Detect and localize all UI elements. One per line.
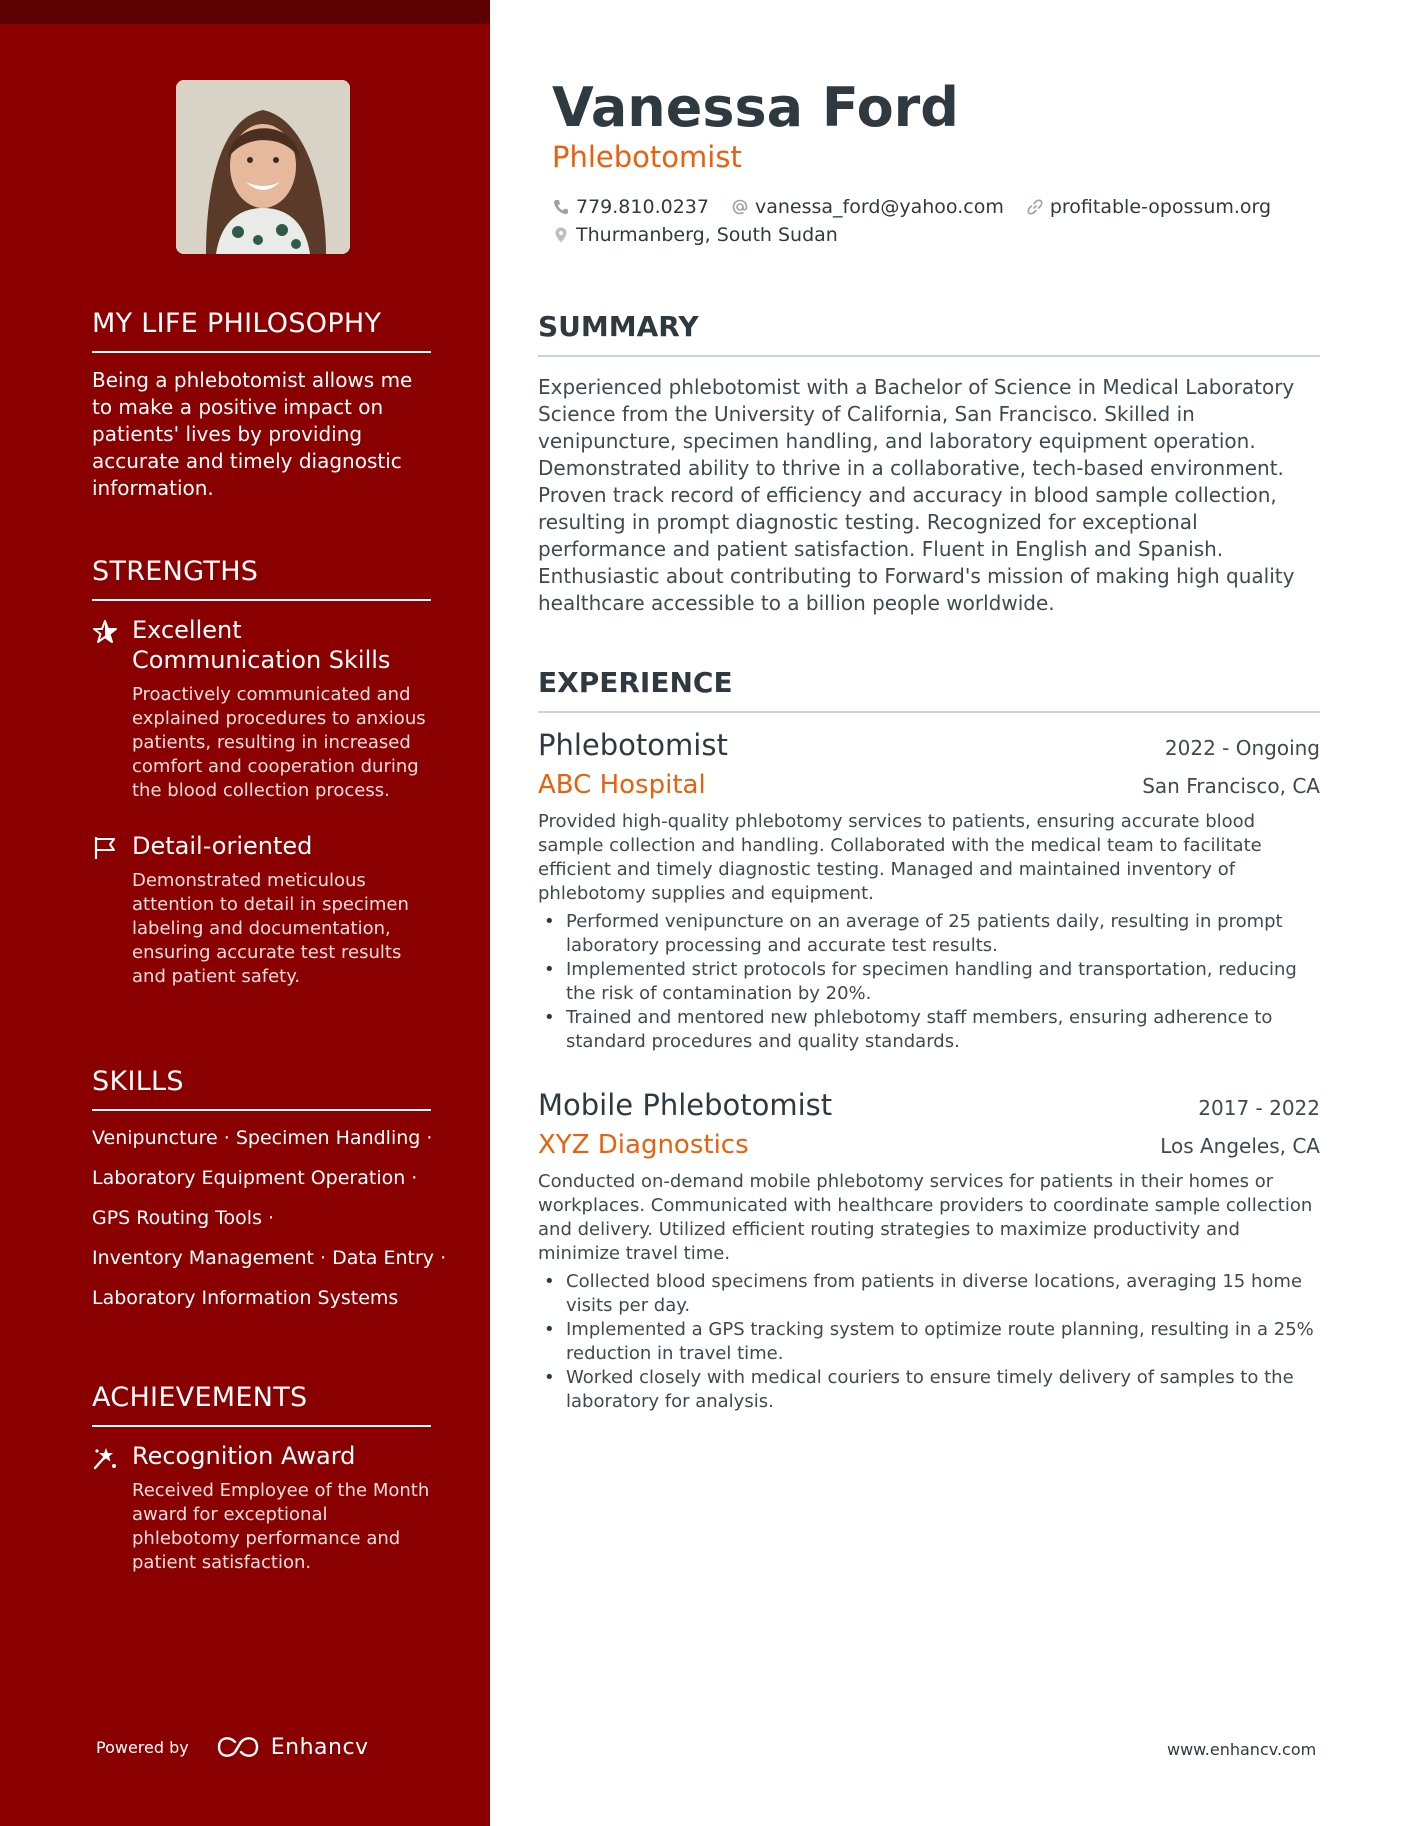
powered-by xyxy=(96,1734,369,1760)
strength-description: Proactively communicated and explained procedures to anxious patients, resulting in increased comfort and cooperation during the blood collection process. xyxy=(132,684,426,801)
experience-heading: EXPERIENCE xyxy=(538,666,1320,713)
job-dates: 2017 - 2022 xyxy=(1198,1096,1320,1120)
achievement-item xyxy=(92,1441,431,1575)
achievement-description: Received Employee of the Month award for exceptional phlebotomy performance and patient satisfaction. xyxy=(132,1480,430,1573)
philosophy-text: Being a phlebotomist allows me to make a positive impact on patients' lives by providing accurate and timely diagnostic information. xyxy=(92,368,413,500)
summary-text: Experienced phlebotomist with a Bachelor of Science in Medical Laboratory Science from the University of California, San Francisco. Skilled in venipuncture, specimen handling, and laboratory equipment operation. Demonstrated ability to thrive in a collaborative, tech-based environment. Proven track record of efficiency and accuracy in blood sample collection, resulting in prompt diagnostic testing. Recognized for exceptional performance and patient satisfaction. Fluent in English and Spanish. Enthusiastic about contributing to Forward's mission of making high quality healthcare accessible to a billion people worldwide. xyxy=(538,375,1295,615)
skill-line: Inventory Management · Data Entry · xyxy=(92,1247,447,1269)
job-entry xyxy=(538,1088,1320,1414)
contact-website[interactable] xyxy=(1026,196,1271,218)
skill-line: Venipuncture · Specimen Handling · xyxy=(92,1127,433,1149)
contact-location xyxy=(552,224,838,246)
skills-list xyxy=(92,1125,447,1312)
job-description: Conducted on-demand mobile phlebotomy services for patients in their homes or workplaces. Communicated with healthcare providers to coordinate sample collection and delivery. Utilized efficient routing strategies to maximize productivity and minimize travel time. xyxy=(538,1171,1313,1264)
strength-item xyxy=(92,831,431,989)
link-icon xyxy=(1026,198,1044,216)
job-bullet: • Worked closely with medical couriers to ensure timely delivery of samples to the laboratory for analysis. xyxy=(538,1366,1320,1414)
contact-info xyxy=(552,193,1312,249)
job-company: ABC Hospital xyxy=(538,770,706,800)
star-icon xyxy=(92,619,118,645)
contact-email[interactable] xyxy=(731,196,1004,218)
philosophy-section xyxy=(92,308,431,502)
job-title: Mobile Phlebotomist xyxy=(538,1088,833,1122)
job-location: Los Angeles, CA xyxy=(1160,1134,1320,1158)
strength-title: Detail-oriented xyxy=(132,832,313,860)
strength-description: Demonstrated meticulous attention to detail in specimen labeling and documentation, ensuring accurate test results and patient safety. xyxy=(132,870,409,987)
enhancv-logo[interactable] xyxy=(215,1734,369,1760)
skills-heading: SKILLS xyxy=(92,1066,431,1111)
job-description: Provided high-quality phlebotomy services to patients, ensuring accurate blood sample collection and handling. Collaborated with the medical team to facilitate efficient and timely diagnostic testing. Managed and maintained inventory of phlebotomy supplies and equipment. xyxy=(538,811,1262,904)
job-dates: 2022 - Ongoing xyxy=(1164,736,1320,760)
strengths-section xyxy=(92,556,431,1017)
powered-by-label: Powered by xyxy=(96,1737,189,1757)
job-bullets xyxy=(538,1270,1320,1414)
skill-line: GPS Routing Tools · xyxy=(92,1207,275,1229)
achievements-section xyxy=(92,1382,431,1603)
location-text: Thurmanberg, South Sudan xyxy=(576,224,838,246)
job-entry xyxy=(538,728,1320,1054)
job-location: San Francisco, CA xyxy=(1142,774,1320,798)
candidate-name: Vanessa Ford xyxy=(552,76,959,139)
job-title: Phlebotomist xyxy=(538,728,728,762)
phone-icon xyxy=(552,198,570,216)
strength-title: Excellent Communication Skills xyxy=(132,616,391,674)
job-bullet: • Implemented a GPS tracking system to optimize route planning, resulting in a 25% reduction in travel time. xyxy=(538,1318,1320,1366)
skills-section xyxy=(92,1066,447,1325)
enhancv-brand-name: Enhancv xyxy=(270,1734,369,1760)
job-company: XYZ Diagnostics xyxy=(538,1130,749,1160)
profile-photo xyxy=(176,80,350,254)
award-icon xyxy=(92,1445,118,1471)
flag-icon xyxy=(92,835,118,861)
philosophy-heading: MY LIFE PHILOSOPHY xyxy=(92,308,431,353)
candidate-title: Phlebotomist xyxy=(552,140,742,174)
contact-phone[interactable] xyxy=(552,196,709,218)
profile-photo-image xyxy=(176,80,350,254)
job-bullet: • Collected blood specimens from patients in diverse locations, averaging 15 home visits per day. xyxy=(538,1270,1320,1318)
job-bullet: • Implemented strict protocols for specimen handling and transportation, reducing the risk of contamination by 20%. xyxy=(538,958,1320,1006)
strength-item xyxy=(92,615,431,803)
job-bullets xyxy=(538,910,1320,1054)
phone-text: 779.810.0237 xyxy=(576,196,709,218)
job-bullet: • Trained and mentored new phlebotomy staff members, ensuring adherence to standard procedures and quality standards. xyxy=(538,1006,1320,1054)
location-pin-icon xyxy=(552,226,570,244)
summary-heading: SUMMARY xyxy=(538,310,1320,357)
sidebar xyxy=(0,0,490,1826)
achievement-title: Recognition Award xyxy=(132,1442,356,1470)
skill-line: Laboratory Equipment Operation · xyxy=(92,1167,418,1189)
email-text: vanessa_ford@yahoo.com xyxy=(754,196,1004,218)
skill-line: Laboratory Information Systems xyxy=(92,1287,399,1309)
website-text: profitable-opossum.org xyxy=(1049,196,1272,218)
enhancv-website-link[interactable]: www.enhancv.com xyxy=(1167,1740,1317,1759)
at-sign-icon xyxy=(731,198,749,216)
enhancv-logo-icon xyxy=(215,1734,261,1760)
achievements-heading: ACHIEVEMENTS xyxy=(92,1382,431,1427)
job-bullet: • Performed venipuncture on an average of 25 patients daily, resulting in prompt laboratory processing and accurate test results. xyxy=(538,910,1320,958)
strengths-heading: STRENGTHS xyxy=(92,556,431,601)
sidebar-top-bar xyxy=(0,0,490,24)
